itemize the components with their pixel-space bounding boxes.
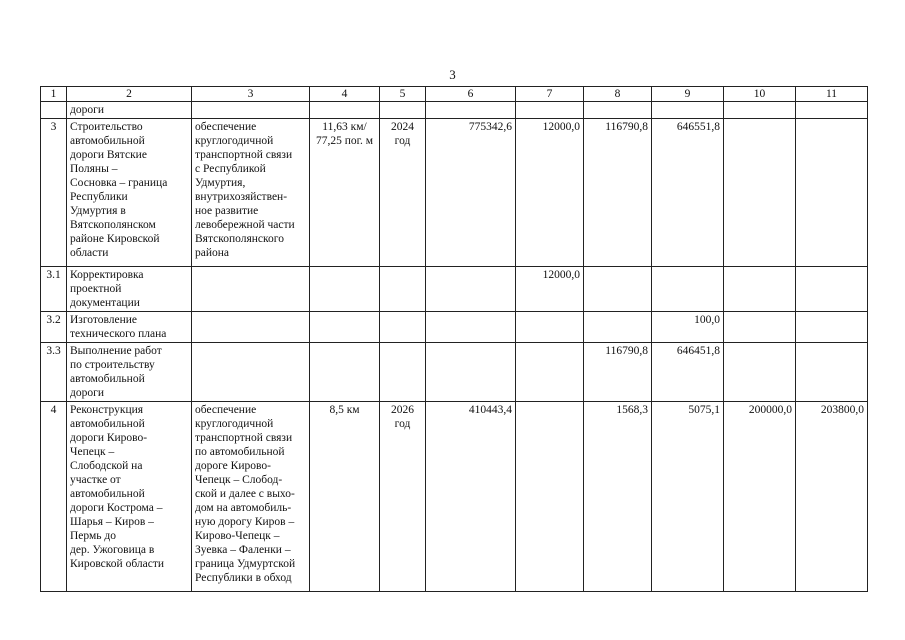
object-name: дороги — [67, 102, 192, 119]
amount-col8: 116790,8 — [584, 119, 652, 267]
amount-col9: 646551,8 — [652, 119, 724, 267]
table-row — [41, 119, 868, 267]
amount-col8 — [584, 102, 652, 119]
row-index: 3.3 — [41, 343, 67, 402]
amount-col11 — [796, 267, 868, 312]
total-cost: 410443,4 — [426, 402, 516, 592]
capacity — [310, 343, 380, 402]
amount-col10: 200000,0 — [724, 402, 796, 592]
amount-col10 — [724, 267, 796, 312]
object-name: Реконструкция автомобильной дороги Кирово- Чепецк – Слободской на участке от автомобильной дороги Кострома – Шарья – Киров – Пермь до дер. Ужоговица в Кировской области — [67, 402, 192, 592]
amount-col9: 100,0 — [652, 312, 724, 343]
row-index: 3.2 — [41, 312, 67, 343]
amount-col11 — [796, 102, 868, 119]
completion-year — [380, 267, 426, 312]
amount-col9 — [652, 267, 724, 312]
purpose — [192, 267, 310, 312]
completion-year: 2026 год — [380, 402, 426, 592]
amount-col8: 116790,8 — [584, 343, 652, 402]
row-index: 3 — [41, 119, 67, 267]
amount-col7: 12000,0 — [516, 119, 584, 267]
purpose — [192, 102, 310, 119]
amount-col7 — [516, 343, 584, 402]
completion-year — [380, 102, 426, 119]
amount-col11: 203800,0 — [796, 402, 868, 592]
investment-table — [40, 86, 868, 592]
column-number: 10 — [724, 87, 796, 102]
object-name: Изготовление технического плана — [67, 312, 192, 343]
amount-col11 — [796, 343, 868, 402]
table-row — [41, 312, 868, 343]
amount-col8 — [584, 267, 652, 312]
column-number: 1 — [41, 87, 67, 102]
total-cost: 775342,6 — [426, 119, 516, 267]
amount-col8: 1568,3 — [584, 402, 652, 592]
amount-col7 — [516, 102, 584, 119]
row-index: 3.1 — [41, 267, 67, 312]
amount-col8 — [584, 312, 652, 343]
capacity: 11,63 км/ 77,25 пог. м — [310, 119, 380, 267]
completion-year — [380, 312, 426, 343]
amount-col10 — [724, 312, 796, 343]
amount-col7: 12000,0 — [516, 267, 584, 312]
column-number: 5 — [380, 87, 426, 102]
capacity — [310, 102, 380, 119]
table-row — [41, 402, 868, 592]
object-name: Строительство автомобильной дороги Вятские Поляны – Сосновка – граница Республики Удмуртия в Вятскополянском районе Кировской области — [67, 119, 192, 267]
column-number: 4 — [310, 87, 380, 102]
row-index: 4 — [41, 402, 67, 592]
table-row — [41, 343, 868, 402]
amount-col10 — [724, 343, 796, 402]
page-number: 3 — [449, 67, 456, 82]
table-row — [41, 102, 868, 119]
table-row — [41, 267, 868, 312]
completion-year — [380, 343, 426, 402]
total-cost — [426, 343, 516, 402]
capacity: 8,5 км — [310, 402, 380, 592]
object-name: Выполнение работ по строительству автомобильной дороги — [67, 343, 192, 402]
purpose: обеспечение круглогодичной транспортной связи по автомобильной дороге Кирово- Чепецк – Слобод- ской и далее с выхо- дом на автомобиль- ную дорогу Киров – Кирово-Чепецк – Зуевка – Фаленки – граница Удмуртской Республики в обход — [192, 402, 310, 592]
column-number: 8 — [584, 87, 652, 102]
amount-col7 — [516, 312, 584, 343]
column-number: 3 — [192, 87, 310, 102]
amount-col11 — [796, 312, 868, 343]
amount-col9 — [652, 102, 724, 119]
purpose — [192, 343, 310, 402]
column-number: 6 — [426, 87, 516, 102]
header-row — [41, 87, 868, 102]
amount-col9: 5075,1 — [652, 402, 724, 592]
column-number: 9 — [652, 87, 724, 102]
amount-col7 — [516, 402, 584, 592]
object-name: Корректировка проектной документации — [67, 267, 192, 312]
column-number: 2 — [67, 87, 192, 102]
total-cost — [426, 312, 516, 343]
row-index — [41, 102, 67, 119]
column-number: 7 — [516, 87, 584, 102]
amount-col11 — [796, 119, 868, 267]
capacity — [310, 312, 380, 343]
purpose — [192, 312, 310, 343]
completion-year: 2024 год — [380, 119, 426, 267]
total-cost — [426, 267, 516, 312]
capacity — [310, 267, 380, 312]
amount-col10 — [724, 102, 796, 119]
purpose: обеспечение круглогодичной транспортной связи с Республикой Удмуртия, внутрихозяйствен- ное развитие левобережной части Вятскополянского района — [192, 119, 310, 267]
column-number: 11 — [796, 87, 868, 102]
total-cost — [426, 102, 516, 119]
amount-col9: 646451,8 — [652, 343, 724, 402]
amount-col10 — [724, 119, 796, 267]
